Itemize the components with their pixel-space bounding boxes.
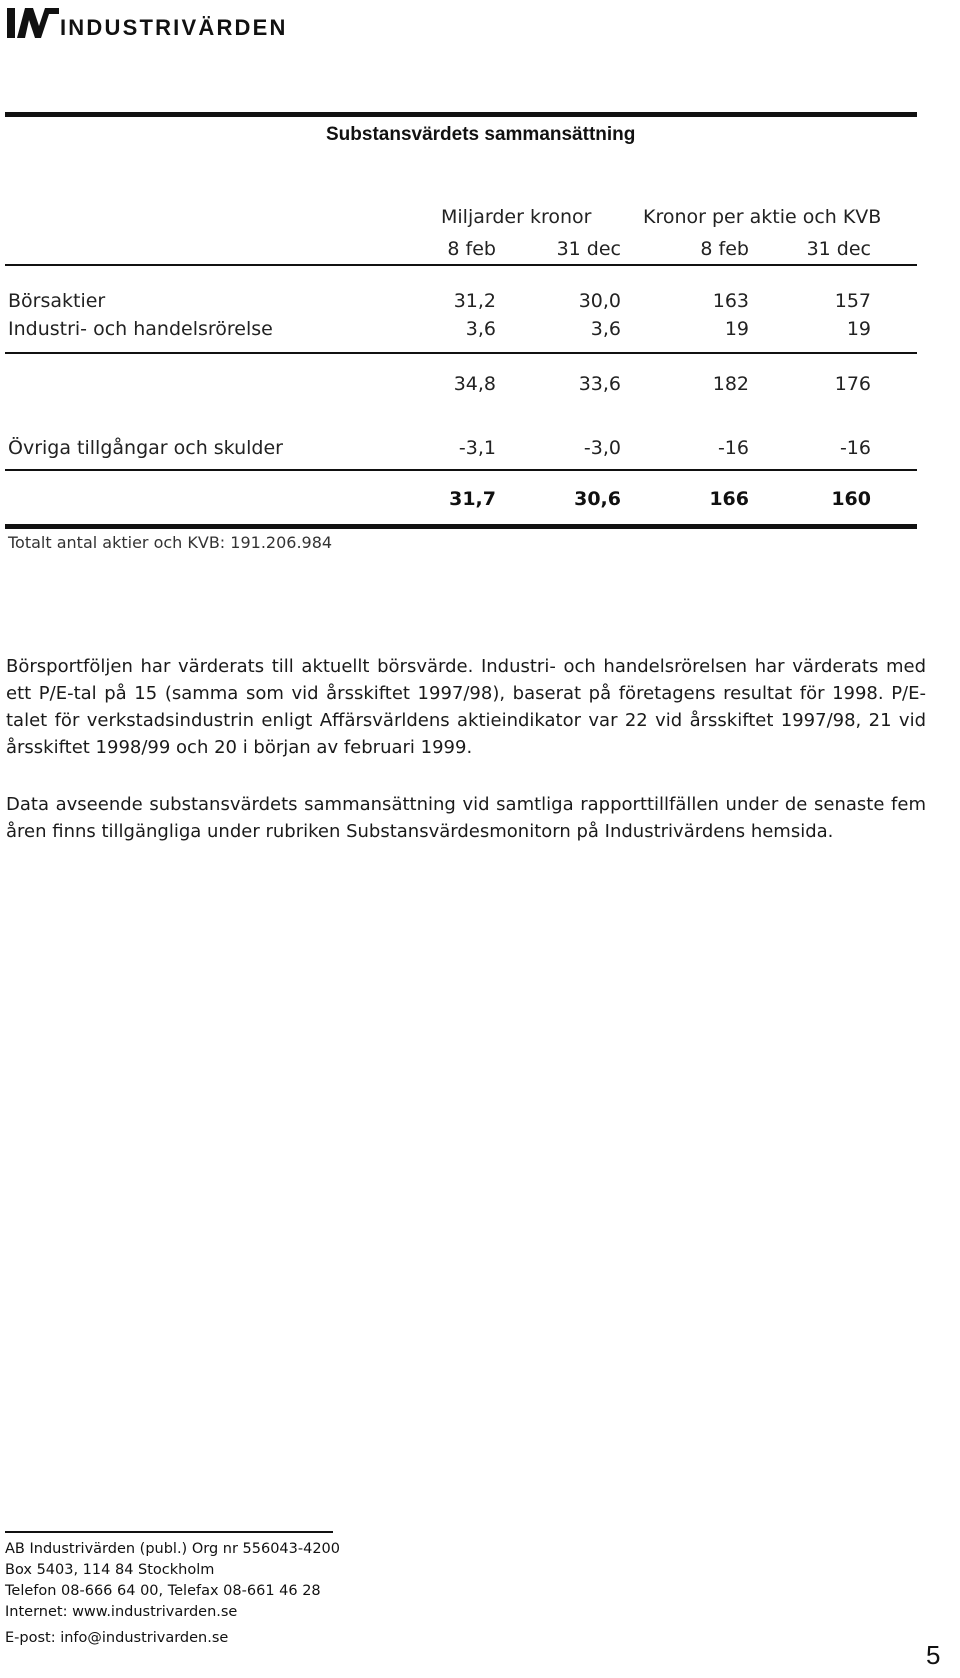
col-header: 31 dec: [806, 238, 871, 260]
page-number: 5: [926, 1640, 941, 1670]
table-cell: 3,6: [590, 318, 621, 340]
table-header-rule: [5, 264, 917, 266]
top-rule: [5, 112, 917, 117]
col-header: 8 feb: [447, 238, 496, 260]
section-title: Substansvärdets sammansättning: [326, 124, 636, 145]
table-cell: -16: [839, 437, 871, 459]
table-cell: 33,6: [578, 373, 621, 395]
footer-email: E-post: info@industrivarden.se: [5, 1630, 229, 1646]
logo-text: INDUSTRIVÄRDEN: [60, 15, 288, 40]
industrivarden-logo-icon: [5, 6, 61, 40]
table-cell: -3,0: [583, 437, 621, 459]
total-rule: [5, 469, 917, 471]
table-row-label: Industri- och handelsrörelse: [8, 318, 273, 340]
footer-phone: Telefon 08-666 64 00, Telefax 08-661 46 28: [5, 1583, 321, 1599]
table-row-label: Börsaktier: [8, 290, 106, 312]
table-cell-total: 160: [831, 488, 871, 510]
col-header: 31 dec: [556, 238, 621, 260]
body-paragraph: Data avseende substansvärdets sammansättning vid samtliga rapporttillfällen under de senaste fem åren finns tillgängliga under rubriken Substansvärdesmonitorn på Industrivärdens hemsida.: [6, 794, 926, 842]
col-header: 8 feb: [700, 238, 749, 260]
table-cell: 176: [834, 373, 871, 395]
footer-rule: [5, 1531, 333, 1533]
table-cell: 31,2: [453, 290, 496, 312]
table-cell-total: 31,7: [449, 488, 496, 510]
table-cell: 34,8: [453, 373, 496, 395]
body-paragraph: Börsportföljen har värderats till aktuellt börsvärde. Industri- och handelsrörelsen har värderats med ett P/E-tal på 15 (samma som vid årsskiftet 1997/98), baserat på företagens resultat för 1998. P/E-talet för verkstadsindustrin enligt Affärsvärldens aktieindikator var 22 vid årsskiftet 1997/98, 21 vid årsskiftet 1998/99 och 20 i början av februari 1999.: [6, 656, 926, 758]
footer-address: Box 5403, 114 84 Stockholm: [5, 1562, 215, 1578]
table-cell: 19: [846, 318, 871, 340]
group-header-billions: Miljarder kronor: [441, 206, 592, 228]
table-cell-total: 30,6: [574, 488, 621, 510]
table-cell-total: 166: [709, 488, 749, 510]
table-cell: 30,0: [578, 290, 621, 312]
bottom-rule: [5, 524, 917, 529]
share-count-note: Totalt antal aktier och KVB: 191.206.984: [8, 533, 333, 552]
table-cell: 157: [834, 290, 871, 312]
table-cell: 182: [712, 373, 749, 395]
table-cell: -3,1: [458, 437, 496, 459]
table-cell: 163: [712, 290, 749, 312]
table-row-label: Övriga tillgångar och skulder: [8, 437, 283, 459]
subtotal-rule: [5, 352, 917, 354]
footer-company: AB Industrivärden (publ.) Org nr 556043-4200: [5, 1541, 341, 1557]
table-cell: 19: [724, 318, 749, 340]
group-header-per-share: Kronor per aktie och KVB: [643, 206, 882, 228]
table-cell: -16: [717, 437, 749, 459]
table-cell: 3,6: [465, 318, 496, 340]
footer-website: Internet: www.industrivarden.se: [5, 1604, 238, 1620]
